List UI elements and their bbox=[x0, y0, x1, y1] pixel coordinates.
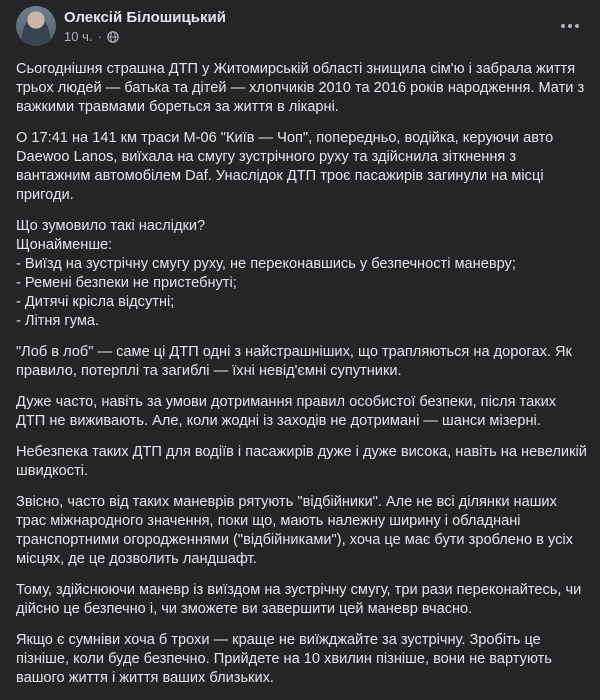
post-paragraph: Тому, здійснюючи маневр із виїздом на зустрічну смугу, три рази переконайтесь, чи дійсно це безпечно і, чи зможете ви завершити цей маневр вчасно. bbox=[16, 582, 582, 617]
post-text bbox=[16, 60, 588, 700]
cause-item: - Виїзд на зустрічну смугу руху, не переконавшись у безпечності маневру; bbox=[16, 256, 516, 272]
cause-item: - Дитячі крісла відсутні; bbox=[16, 294, 175, 310]
globe-icon[interactable] bbox=[107, 30, 119, 42]
post-paragraph: Якщо є сумніви хоча б трохи — краще не виїжджайте за зустрічну. Зробіть це пізніше, коли буде безпечно. Прийдете на 10 хвилин пізніше, вони не вартують вашого життя і життя ваших близьких. bbox=[16, 632, 552, 686]
post-paragraph: Сьогоднішня страшна ДТП у Житомирській області знищила сім'ю і забрала життя трьох людей — батька та дітей — хлопчиків 2010 та 2016 років народження. Мати з важкими травмами бореться за життя в лікарні. bbox=[16, 61, 585, 115]
causes-block bbox=[16, 217, 588, 331]
more-horizontal-icon bbox=[561, 24, 579, 28]
post-paragraph: Небезпека таких ДТП для водіїв і пасажирів дуже і дуже висока, навіть на невеликій швидкості. bbox=[16, 444, 587, 479]
post-paragraph: О 17:41 на 141 км траси М-06 "Київ — Чоп", попередньо, водійка, керуючи авто Daewoo Lanos, виїхала на смугу зустрічного руху та здійснила зіткнення з вантажним автомобілем Daf. Унаслідок ДТП троє пасажирів загинули на місці пригоди. bbox=[16, 130, 554, 203]
cause-item: - Літня гума. bbox=[16, 313, 100, 329]
author-avatar[interactable] bbox=[16, 6, 56, 46]
more-options-button[interactable] bbox=[552, 8, 588, 44]
causes-intro: Щонайменше: bbox=[16, 237, 113, 253]
post-meta bbox=[64, 28, 226, 45]
meta-separator: · bbox=[97, 28, 102, 44]
post-paragraph: Звісно, часто від таких маневрів рятують "відбійники". Але не всі ділянки наших трас міжнародного значення, поки що, мають належну ширину і обладнані транспортними огородженнями ("відбійниками"), хоча це має бути зроблено в усіх місцях, де це дозволить ландшафт. bbox=[16, 494, 573, 567]
post-header bbox=[16, 6, 226, 46]
post-paragraph: "Лоб в лоб" — саме ці ДТП одні з найстрашніших, що трапляються на дорогах. Як правило, потерплі та загиблі — їхні невід'ємні супутники. bbox=[16, 344, 572, 379]
author-name[interactable]: Олексій Білошицький bbox=[64, 8, 226, 26]
cause-item: - Ремені безпеки не пристебнуті; bbox=[16, 275, 237, 291]
author-block bbox=[64, 8, 226, 45]
post-paragraph: Дуже часто, навіть за умови дотримання правил особистої безпеки, після таких ДТП не виживають. Але, коли жодні із заходів не дотримані — шанси мізерні. bbox=[16, 394, 557, 429]
post-time[interactable]: 10 ч. bbox=[64, 28, 93, 44]
causes-question: Що зумовило такі наслідки? bbox=[16, 218, 206, 234]
